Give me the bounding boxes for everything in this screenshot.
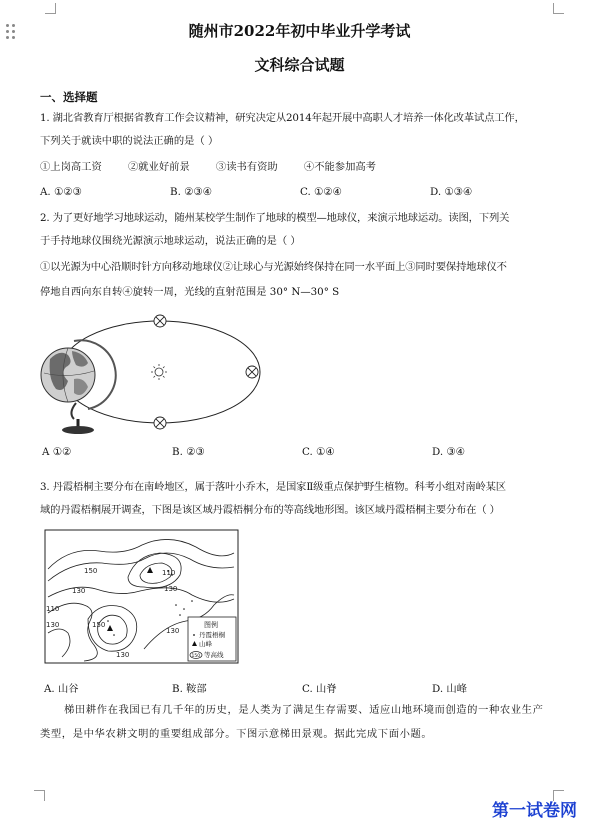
crop-mark-bottom-left	[34, 790, 45, 801]
map-legend	[188, 617, 236, 661]
page-title: 随州市2022年初中毕业升学考试	[188, 22, 411, 40]
q2-option-a[interactable]: A ①②	[42, 446, 72, 458]
earth-position-right-icon	[246, 366, 258, 378]
contour-label: 130	[72, 587, 86, 595]
contour-label: 110	[162, 569, 176, 577]
q1-option-a[interactable]: A. ①②③	[40, 186, 82, 198]
q2-option-d[interactable]: D. ③④	[432, 446, 465, 458]
passage-line1: 梯田耕作在我国已有几千年的历史，是人类为了满足生存需要、适应山地环境而创造的一种农业生产	[64, 704, 544, 716]
q1-option-b[interactable]: B. ②③④	[170, 186, 212, 198]
earth-position-bottom-icon	[154, 417, 166, 429]
q1-stem-line1: 1. 湖北省教育厅根据省教育工作会议精神，研究决定从2014年起开展中高职人才培养一体化改革试点工作，	[40, 112, 525, 124]
contour-label: 130	[164, 585, 178, 593]
q3-option-a[interactable]: A. 山谷	[44, 683, 79, 695]
contour-label: 130	[116, 651, 130, 659]
q2-stem-line2: 于手持地球仪围绕光源演示地球运动，说法正确的是（ ）	[40, 235, 301, 247]
q3-stem-line2: 域的丹霞梧桐展开调查，下图是该区域丹霞梧桐分布的等高线地形图。该区域丹霞梧桐主要分布在（ ）	[40, 504, 500, 516]
earth-orbit-figure	[38, 307, 268, 437]
q3-option-d[interactable]: D. 山峰	[432, 683, 468, 695]
q1-stem-line2: 下列关于就读中职的说法正确的是（ ）	[40, 135, 219, 147]
tree-dot-icon	[193, 634, 195, 636]
passage-line2: 类型，是中华农耕文明的重要组成部分。下图示意梯田景观。据此完成下面小题。	[40, 728, 433, 740]
q2-stem-line1: 2. 为了更好地学习地球运动，随州某校学生制作了地球的模型—地球仪，来演示地球运动。读图，下列关	[40, 212, 510, 224]
crop-mark-top-right	[553, 3, 564, 14]
q1-option-d[interactable]: D. ①③④	[430, 186, 473, 198]
q3-option-c[interactable]: C. 山脊	[302, 683, 337, 695]
contour-label: 110	[46, 605, 60, 613]
sun-icon	[151, 364, 167, 380]
contour-label: 150	[92, 621, 106, 629]
q3-stem-line1: 3. 丹霞梧桐主要分布在南岭地区，属于落叶小乔木，是国家Ⅱ级重点保护野生植物。科考小组对南岭某区	[40, 481, 506, 493]
contour-label: 130	[46, 621, 60, 629]
section-heading: 一、选择题	[40, 90, 98, 104]
legend-item-peak: 山峰	[199, 640, 212, 648]
crop-mark-top-left	[45, 3, 56, 14]
contour-label: 150	[84, 567, 98, 575]
legend-item-tree: 丹霞梧桐	[199, 631, 225, 639]
earth-position-top-icon	[154, 315, 166, 327]
contour-map	[44, 529, 239, 664]
q3-option-b[interactable]: B. 鞍部	[172, 683, 207, 695]
page-subtitle: 文科综合试题	[254, 56, 345, 74]
legend-title: 图例	[204, 621, 218, 629]
q1-option-c[interactable]: C. ①②④	[300, 186, 342, 198]
watermark-logo: 第一试卷网	[492, 801, 577, 821]
q2-option-b[interactable]: B. ②③	[172, 446, 205, 458]
legend-sample-value: 150	[191, 654, 201, 659]
legend-item-contour: 等高线	[204, 651, 224, 659]
q2-stem-line4: 停地自西向东自转④旋转一周，光线的直射范围是 30° N—30° S	[40, 286, 340, 298]
q1-items: ①上岗高工资 ②就业好前景 ③读书有资助 ④不能参加高考	[40, 161, 376, 173]
q2-stem-line3: ①以光源为中心沿顺时针方向移动地球仪②让球心与光源始终保持在同一水平面上③同时要保持地球仪不	[40, 261, 507, 273]
q2-option-c[interactable]: C. ①④	[302, 446, 335, 458]
globe-model-icon	[41, 340, 116, 434]
contour-label: 130	[166, 627, 180, 635]
